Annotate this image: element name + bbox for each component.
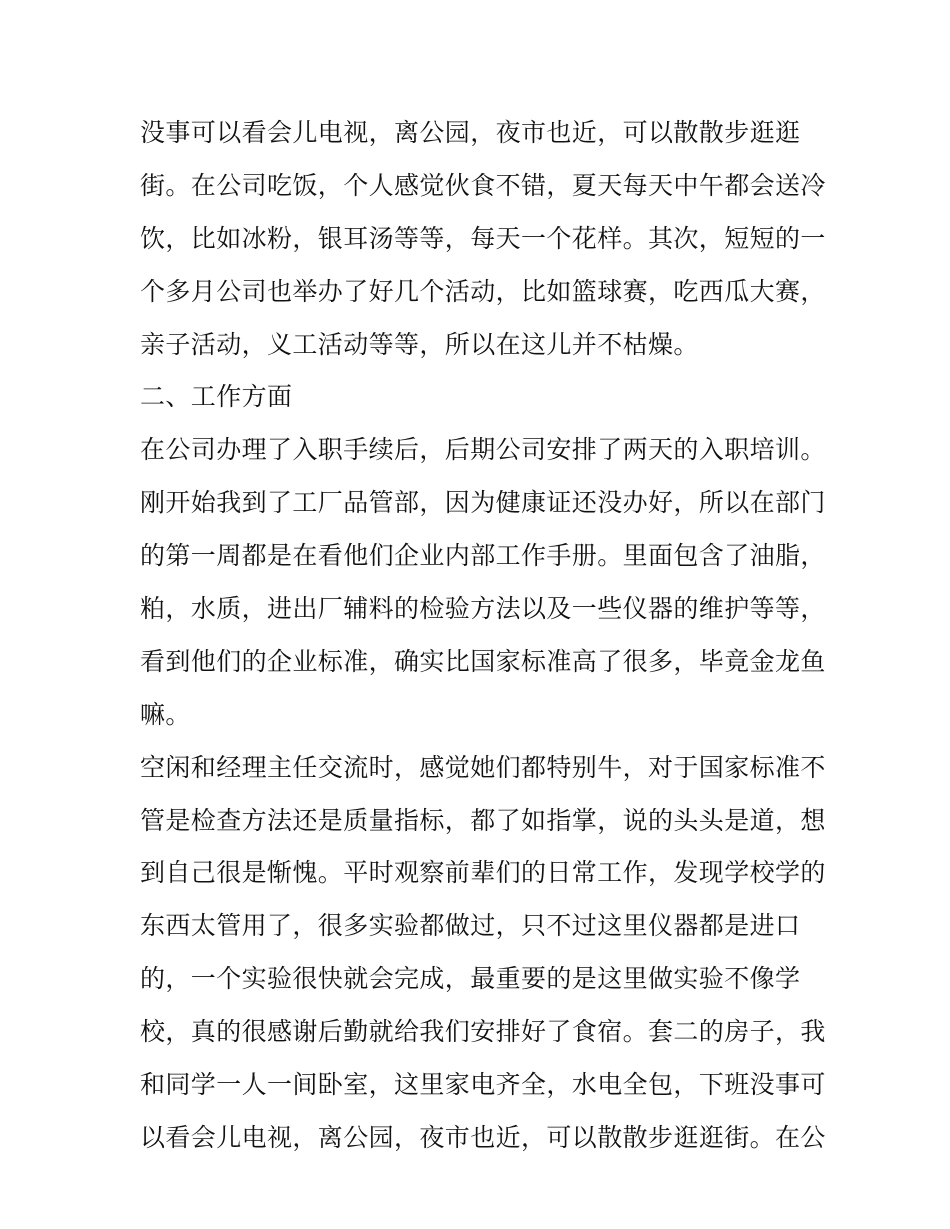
text-line: 饮，比如冰粉，银耳汤等等，每天一个花样。其次，短短的一	[140, 223, 826, 253]
text-line: 刚开始我到了工厂品管部，因为健康证还没办好，所以在部门	[140, 488, 826, 518]
text-line: 亲子活动，义工活动等等，所以在这儿并不枯燥。	[140, 329, 699, 359]
text-line: 东西太管用了，很多实验都做过，只不过这里仪器都是进口	[140, 911, 801, 941]
text-line: 没事可以看会儿电视，离公园，夜市也近，可以散散步逛逛	[140, 118, 801, 147]
text-line: 的，一个实验很快就会完成，最重要的是这里做实验不像学	[140, 964, 801, 994]
text-line: 街。在公司吃饭，个人感觉伙食不错，夏天每天中午都会送冷	[140, 170, 826, 200]
text-line: 看到他们的企业标准，确实比国家标准高了很多，毕竟金龙鱼	[140, 646, 826, 676]
section-heading: 二、工作方面	[140, 382, 293, 412]
text-line: 的第一周都是在看他们企业内部工作手册。里面包含了油脂，	[140, 541, 826, 571]
text-line: 校，真的很感谢后勤就给我们安排好了食宿。套二的房子，我	[140, 1017, 826, 1047]
text-line: 管是检查方法还是质量指标，都了如指掌，说的头头是道，想	[140, 805, 826, 835]
text-line: 嘛。	[140, 699, 191, 729]
text-line: 空闲和经理主任交流时，感觉她们都特别牛，对于国家标准不	[140, 752, 826, 782]
document-body	[140, 107, 826, 1165]
text-line: 和同学一人一间卧室，这里家电齐全，水电全包，下班没事可	[140, 1070, 826, 1100]
text-line: 到自己很是惭愧。平时观察前辈们的日常工作，发现学校学的	[140, 858, 826, 888]
text-line: 粕，水质，进出厂辅料的检验方法以及一些仪器的维护等等，	[140, 594, 826, 624]
text-line: 在公司办理了入职手续后，后期公司安排了两天的入职培训。	[140, 435, 826, 465]
text-line: 个多月公司也举办了好几个活动，比如篮球赛，吃西瓜大赛，	[140, 276, 826, 306]
text-line: 以看会儿电视，离公园，夜市也近，可以散散步逛逛街。在公	[140, 1122, 826, 1152]
